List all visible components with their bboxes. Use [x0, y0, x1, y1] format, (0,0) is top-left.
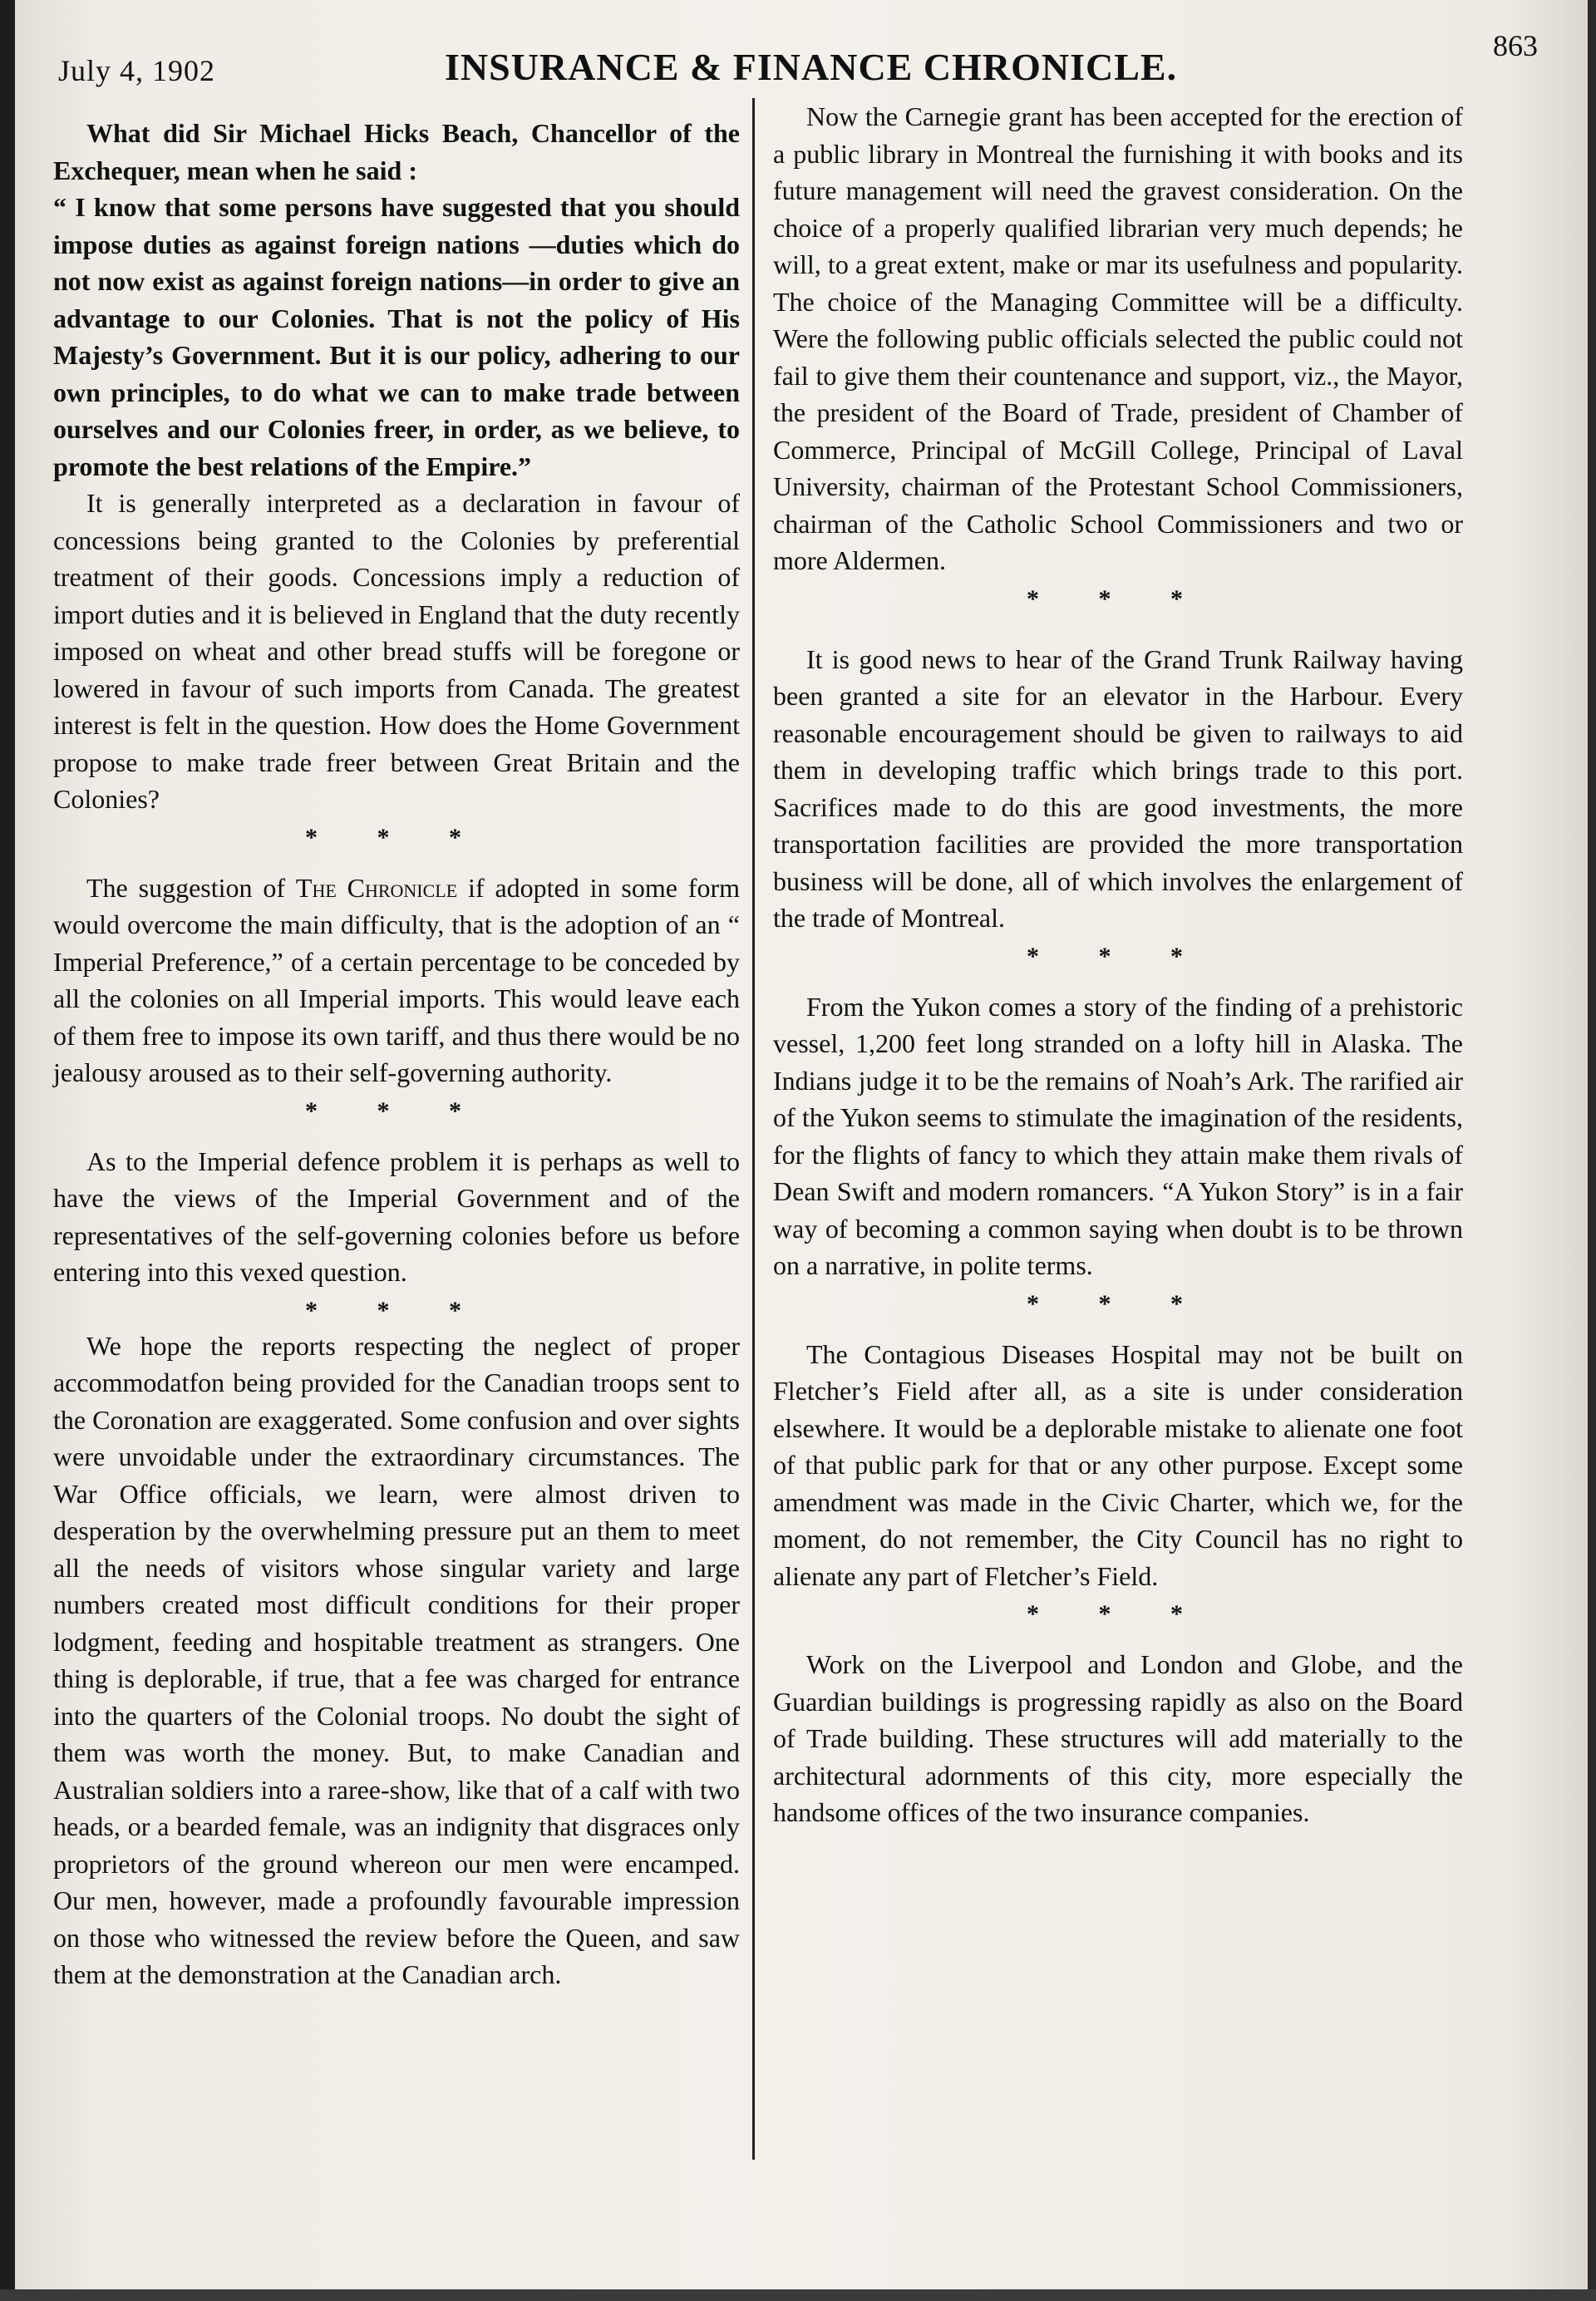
section-separator: * * *	[1027, 942, 1209, 970]
publication-title: INSURANCE & FINANCE CHRONICLE.	[445, 46, 1178, 88]
page-header	[58, 28, 1546, 88]
right-column	[773, 98, 1463, 1831]
article-paragraph: As to the Imperial defence problem it is perhaps as well to have the views of the Imperial Government and of the representatives of the self-governing colonies before us before entering into this vexed question.	[53, 1146, 740, 1287]
column-divider	[752, 98, 755, 2160]
article-question: What did Sir Michael Hicks Beach, Chancellor of the Exchequer, mean when he said :	[53, 118, 740, 185]
section-separator: * * *	[305, 1096, 488, 1125]
section-separator: * * *	[305, 1296, 488, 1324]
article-paragraph: It is generally interpreted as a declaration in favour of concessions being granted to the Colonies by preferential treatment of their goods. Concessions imply a reduction of import duties and it is believed in England that the duty recently imposed on wheat and other bread stuffs will be foregone or lowered in favour of such imports from Canada. The greatest interest is felt in the question. How does the Home Government propose to make trade freer between Great Britain and the Colonies?	[53, 488, 740, 814]
chronicle-name: The Chronicle	[295, 872, 458, 903]
scan-edge-right	[1588, 0, 1596, 2301]
article-paragraph: Work on the Liverpool and London and Globe, and the Guardian buildings is progressing rapidly as also on the Board of Trade building. These structures will add materially to the architectural adornments of this city, more especially the handsome offices of the two insurance companies.	[773, 1649, 1463, 1827]
article-paragraph: The suggestion of The Chronicle if adopted in some form would overcome the main difficulty, that is the adoption of an “ Imperial Preference,” of a certain percentage to be conceded by all the colonies on all Imperial imports. This would leave each of them free to impose its own tariff, and thus there would be no jealousy aroused as to their self-governing authority.	[53, 872, 740, 1087]
scan-edge-bottom	[0, 2289, 1596, 2301]
article-paragraph: It is good news to hear of the Grand Trunk Railway having been granted a site for an elevator in the Harbour. Every reasonable encouragement should be given to railways to aid them in developing traffic which brings trade to this port. Sacrifices made to do this are good investments, the more transportation facilities are provided the more transportation business will be done, all of which involves the enlargement of the trade of Montreal.	[773, 643, 1463, 933]
article-paragraph: We hope the reports respecting the neglect of proper accommodatfon being provided for the Canadian troops sent to the Coronation are exaggerated. Some confusion and over sights were unvoidable under the extraordinary circumstances. The War Office officials, we learn, were almost driven to desperation by the overwhelming pressure put an them to meet all the needs of visitors whose singular variety and large numbers created most difficult conditions for their proper lodgment, feeding and hospitable treatment as strangers. One thing is deplorable, if true, that a fee was charged for entrance into the quarters of the Colonial troops. No doubt the sight of them was worth the money. But, to make Canadian and Australian soldiers into a raree-show, like that of a calf with two heads, or a bearded female, was an indignity that disgraces only proprietors of the ground whereon our men were encamped. Our men, however, made a profoundly favourable impression on those who witnessed the review before the Queen, and saw them at the demonstration at the Canadian arch.	[53, 1330, 740, 1989]
section-separator: * * *	[1027, 584, 1209, 613]
article-paragraph: The Contagious Diseases Hospital may not be built on Fletcher’s Field after all, as a site is under consideration elsewhere. It would be a deplorable mistake to alienate one foot of that public park for that or any other purpose. Except some amendment was made in the Civic Charter, which we, for the moment, do not remember, the City Council has no right to alienate any part of Fletcher’s Field.	[773, 1338, 1463, 1591]
left-column	[53, 115, 740, 1993]
article-paragraph: Now the Carnegie grant has been accepted for the erection of a public library in Montreal the furnishing it with books and its future management will need the gravest consideration. On the choice of a properly qualified librarian very much depends; he will, to a great extent, make or mar its usefulness and popularity. The choice of the Managing Committee will be a difficulty. Were the following public officials selected the public could not fail to give them their countenance and support, viz., the Mayor, the president of the Board of Trade, president of Chamber of Commerce, Principal of McGill College, Principal of Laval University, chairman of the Protestant School Commissioners, chairman of the Catholic School Commissioners and two or more Aldermen.	[773, 101, 1463, 575]
issue-date: July 4, 1902	[58, 54, 216, 87]
page-number: 863	[1493, 29, 1538, 62]
article-quote: “ I know that some persons have suggested that you should impose duties as against foreign nations —duties which do not now exist as against foreign nations—in order to give an advantage to our Colonies. That is not the policy of His Majesty’s Government. But it is our policy, adhering to our own principles, to do what we can to make trade between ourselves and our Colonies freer, in order, as we believe, to promote the best relations of the Empire.”	[53, 192, 740, 481]
article-paragraph: From the Yukon comes a story of the finding of a prehistoric vessel, 1,200 feet long stranded on a lofty hill in Alaska. The Indians judge it to be the remains of Noah’s Ark. The rarified air of the Yukon seems to stimulate the imagination of the residents, for the flights of fancy to which they attain make them rivals of Dean Swift and modern romancers. “A Yukon Story” is in a fair way of becoming a common saying when doubt is to be thrown on a narrative, in polite terms.	[773, 991, 1463, 1280]
scan-edge-left	[0, 0, 15, 2301]
section-separator: * * *	[1027, 1600, 1209, 1628]
section-separator: * * *	[1027, 1289, 1209, 1318]
section-separator: * * *	[305, 823, 488, 851]
